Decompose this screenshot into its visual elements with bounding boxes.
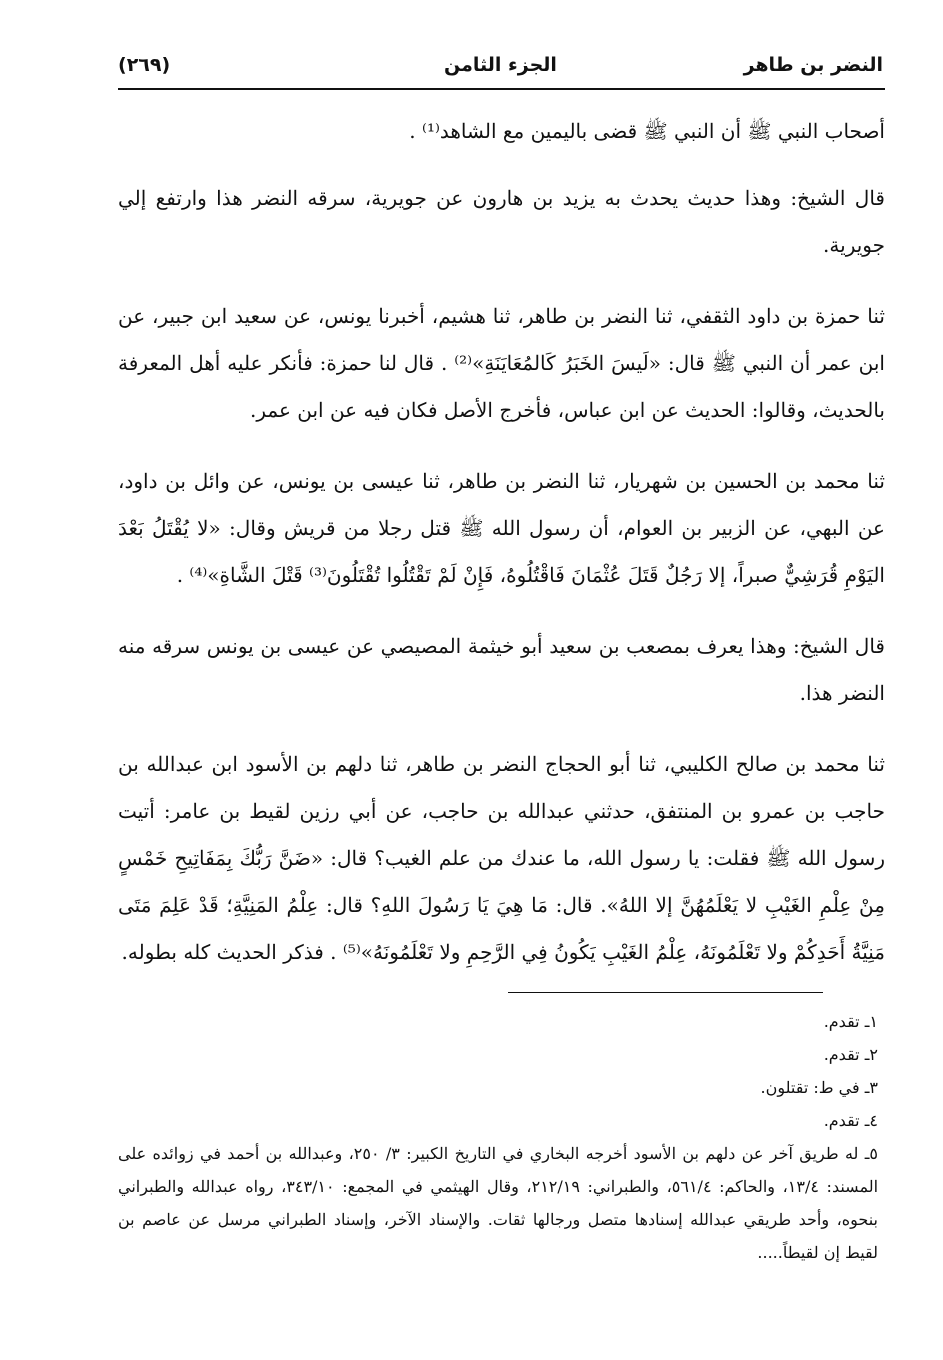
paragraph: أصحاب النبي ﷺ أن النبي ﷺ قضى باليمين مع الشاهد⁽¹⁾ .: [409, 119, 885, 143]
footnote: ٤ـ تقدم.: [823, 1111, 878, 1130]
running-title: النضر بن طاهر: [743, 54, 883, 76]
footnotes: [118, 1005, 878, 1269]
volume-title: الجزء الثامن: [444, 54, 557, 76]
paragraph: قال الشيخ: وهذا يعرف بمصعب بن سعيد أبو خيثمة المصيصي عن عيسى بن يونس سرقه منه النضر هذا.: [118, 634, 885, 705]
paragraph: قال الشيخ: وهذا حديث يحدث به يزيد بن هارون عن جويرية، سرقه النضر هذا وارتفع إلي جويرية.: [118, 186, 885, 257]
footnote: ١ـ تقدم.: [823, 1012, 878, 1031]
footnote: ٥ـ له طريق آخر عن دلهم بن الأسود أخرجه البخاري في التاريخ الكبير: ٣/ ٢٥٠، وعبدالله بن أحمد في زوائده على المسند: ١٣/٤، والحاكم: ٥٦١/٤، والطبراني: ٢١٢/١٩، وقال الهيثمي في المجمع: ٣٤٣/١٠، رواه عبدالله والطبراني بنحوه، وأحد طريقي عبدالله إسنادها متصل ورجالها ثقات. والإسناد الآخر، وإسناد الطبراني مرسل عن عاصم بن لقيط إن لقيطاً.....: [118, 1144, 879, 1262]
footnote-rule: [508, 992, 823, 993]
footnote: ٢ـ تقدم.: [823, 1045, 878, 1064]
paragraph: ثنا محمد بن صالح الكليبي، ثنا أبو الحجاج النضر بن طاهر، ثنا دلهم بن الأسود ابن عبدالله بن حاجب بن عمرو بن المنتفق، حدثني عبدالله بن حاجب، عن أبي رزين لقيط بن عامر: أتيت رسول الله ﷺ فقلت: يا رسول الله، ما عندك من علم الغيب؟ قال: «ضَنَّ رَبُّكَ بِمَفَاتِيحِ خَمْسٍ مِنْ عِلْمِ الغَيْبِ لا يَعْلَمُهُنَّ إلا اللهُ». قال: مَا هِيَ يَا رَسُولَ اللهِ؟ قال: عِلْمُ المَنِيَّةِ؛ قَدْ عَلِمَ مَتَى مَنِيَّةُ أَحَدِكُمْ ولا تَعْلَمُونَهُ، عِلْمُ الغَيْبِ يَكُونُ فِي الرَّحِمِ ولا تَعْلَمُونَهُ»⁽⁵⁾ . فذكر الحديث كله بطوله.: [118, 752, 885, 964]
page-number: (٢٦٩): [118, 54, 171, 76]
page-header: [118, 50, 883, 82]
header-rule: [118, 88, 885, 90]
main-text: [118, 108, 885, 1000]
paragraph: ثنا حمزة بن داود الثقفي، ثنا النضر بن طاهر، ثنا هشيم، أخبرنا يونس، عن سعيد ابن جبير، عن ابن عمر أن النبي ﷺ قال: «لَيسَ الخَبَرُ كَالمُعَايَنَةِ»⁽²⁾ . قال لنا حمزة: فأنكر عليه أهل المعرفة بالحديث، وقالوا: الحديث عن ابن عباس، فأخرج الأصل فكان فيه عن ابن عمر.: [118, 304, 885, 422]
footnote: ٣ـ في ط: تقتلون.: [760, 1078, 878, 1097]
paragraph: ثنا محمد بن الحسين بن شهريار، ثنا النضر بن طاهر، ثنا عيسى بن يونس، عن وائل بن داود، عن البهي، عن الزبير بن العوام، أن رسول الله ﷺ قتل رجلا من قريش وقال: «لا يُقْتَلُ بَعْدَ اليَوْمِ قُرَشِيٌّ صبراً، إلا رَجُلٌ قَتَلَ عُثْمَانَ فَاقْتُلُوهُ، فَإِنْ لَمْ تَقْتُلُوا تُقْتَلُونَ⁽³⁾ قَتْلَ الشَّاةِ»⁽⁴⁾ .: [118, 469, 885, 587]
